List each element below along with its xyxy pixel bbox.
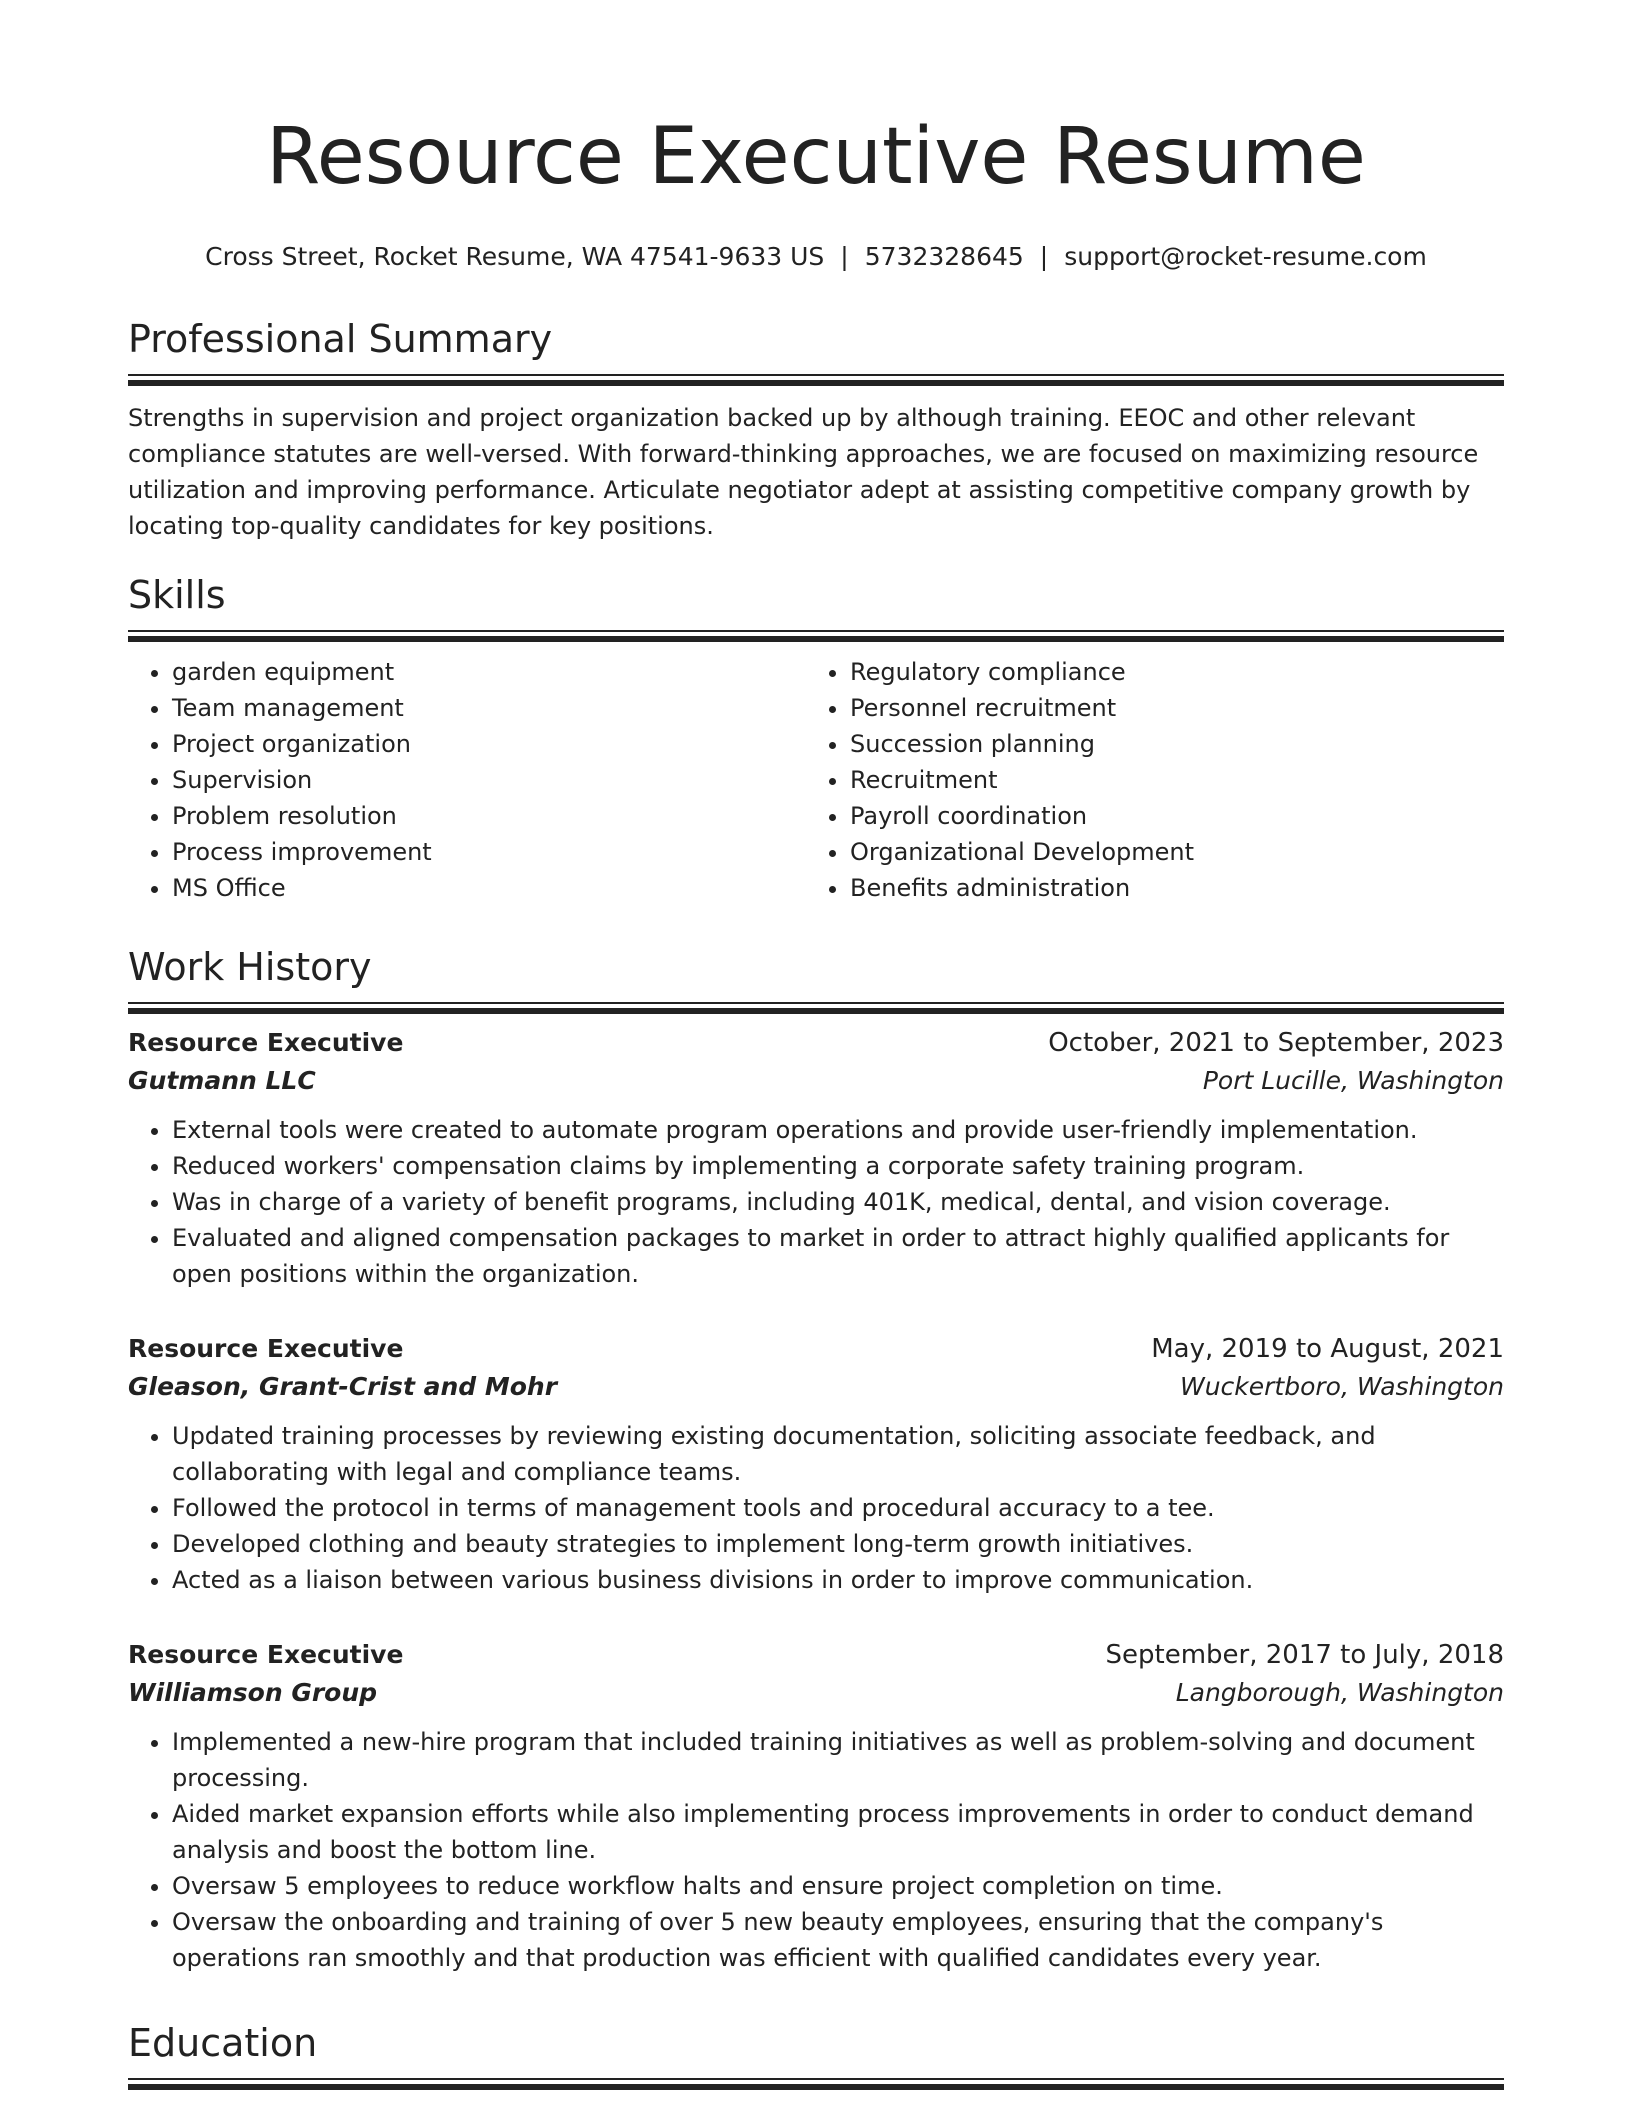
skill-item: • Succession planning	[850, 726, 1484, 762]
section-divider	[128, 630, 1504, 642]
skill-item: • garden equipment	[172, 654, 806, 690]
job-bullet: • Implemented a new-hire program that included training initiatives as well as problem-solving and document processing.	[172, 1724, 1504, 1796]
job-title: Resource Executive	[128, 1028, 404, 1057]
job-location: Langborough, Washington	[1175, 1678, 1504, 1707]
skill-item: • MS Office	[172, 870, 806, 906]
summary-heading: Professional Summary	[128, 317, 553, 361]
skill-item: • Team management	[172, 690, 806, 726]
skill-item: • Problem resolution	[172, 798, 806, 834]
skill-item: • Organizational Development	[850, 834, 1484, 870]
education-heading: Education	[128, 2021, 318, 2065]
job-location: Port Lucille, Washington	[1202, 1066, 1504, 1095]
job-bullet: • Oversaw 5 employees to reduce workflow halts and ensure project completion on time.	[172, 1868, 1504, 1904]
summary-section	[128, 316, 1504, 544]
skills-list-left	[128, 654, 806, 906]
job-entry	[128, 1024, 1504, 1292]
contact-email[interactable]: support@rocket-resume.com	[1064, 242, 1427, 271]
job-bullet: • Evaluated and aligned compensation packages to market in order to attract highly qualified applicants for open positions within the organization.	[172, 1220, 1504, 1292]
job-bullet: • Updated training processes by reviewing existing documentation, soliciting associate feedback, and collaborating with legal and compliance teams.	[172, 1418, 1504, 1490]
education-section	[128, 2020, 1504, 2090]
skills-heading: Skills	[128, 573, 226, 617]
job-title: Resource Executive	[128, 1640, 404, 1669]
skills-columns	[128, 654, 1504, 906]
job-bullet: • Followed the protocol in terms of management tools and procedural accuracy to a tee.	[172, 1490, 1504, 1526]
job-company: Gutmann LLC	[128, 1066, 316, 1095]
section-divider	[128, 2078, 1504, 2090]
job-bullet: • Aided market expansion efforts while also implementing process improvements in order to conduct demand analysis and boost the bottom line.	[172, 1796, 1504, 1868]
job-company: Gleason, Grant-Crist and Mohr	[128, 1372, 558, 1401]
job-bullet: • Was in charge of a variety of benefit programs, including 401K, medical, dental, and vision coverage.	[172, 1184, 1504, 1220]
job-entry	[128, 1636, 1504, 1976]
contact-line	[128, 242, 1504, 272]
section-divider	[128, 1002, 1504, 1014]
skill-item: • Benefits administration	[850, 870, 1484, 906]
skill-item: • Supervision	[172, 762, 806, 798]
work-history-heading: Work History	[128, 945, 372, 989]
job-bullets	[128, 1724, 1504, 1976]
work-history-section	[128, 944, 1504, 1014]
contact-separator: |	[840, 242, 849, 271]
job-bullet: • Acted as a liaison between various business divisions in order to improve communication.	[172, 1562, 1504, 1598]
skill-item: • Process improvement	[172, 834, 806, 870]
job-entry	[128, 1330, 1504, 1598]
skill-item: • Recruitment	[850, 762, 1484, 798]
job-dates: September, 2017 to July, 2018	[1105, 1640, 1504, 1670]
job-bullet: • Reduced workers' compensation claims by implementing a corporate safety training program.	[172, 1148, 1504, 1184]
contact-separator: |	[1039, 242, 1049, 271]
job-bullets	[128, 1112, 1504, 1292]
skill-item: • Project organization	[172, 726, 806, 762]
job-bullet: • Oversaw the onboarding and training of over 5 new beauty employees, ensuring that the company's operations ran smoothly and that production was efficient with qualified candidates every year.	[172, 1904, 1504, 1976]
resume-title: Resource Executive Resume	[266, 112, 1366, 202]
skill-item: • Personnel recruitment	[850, 690, 1484, 726]
skill-item: • Payroll coordination	[850, 798, 1484, 834]
job-dates: October, 2021 to September, 2023	[1048, 1028, 1504, 1058]
summary-text: Strengths in supervision and project organization backed up by although training. EEOC and other relevant compliance statutes are well-versed. With forward-thinking approaches, we are focused on maximizing resource utilization and improving performance. Articulate negotiator adept at assisting competitive company growth by locating top-quality candidates for key positions.	[128, 404, 1479, 540]
contact-address: Cross Street, Rocket Resume, WA 47541-9633 US	[205, 242, 825, 271]
job-bullet: • External tools were created to automate program operations and provide user-friendly implementation.	[172, 1112, 1504, 1148]
contact-phone: 5732328645	[864, 242, 1024, 271]
skill-item: • Regulatory compliance	[850, 654, 1484, 690]
section-divider	[128, 374, 1504, 386]
job-company: Williamson Group	[128, 1678, 378, 1707]
job-title: Resource Executive	[128, 1334, 404, 1363]
skills-section	[128, 572, 1504, 906]
job-dates: May, 2019 to August, 2021	[1151, 1334, 1504, 1364]
skills-list-right	[806, 654, 1484, 906]
job-bullet: • Developed clothing and beauty strategies to implement long-term growth initiatives.	[172, 1526, 1504, 1562]
job-location: Wuckertboro, Washington	[1179, 1372, 1504, 1401]
job-bullets	[128, 1418, 1504, 1598]
